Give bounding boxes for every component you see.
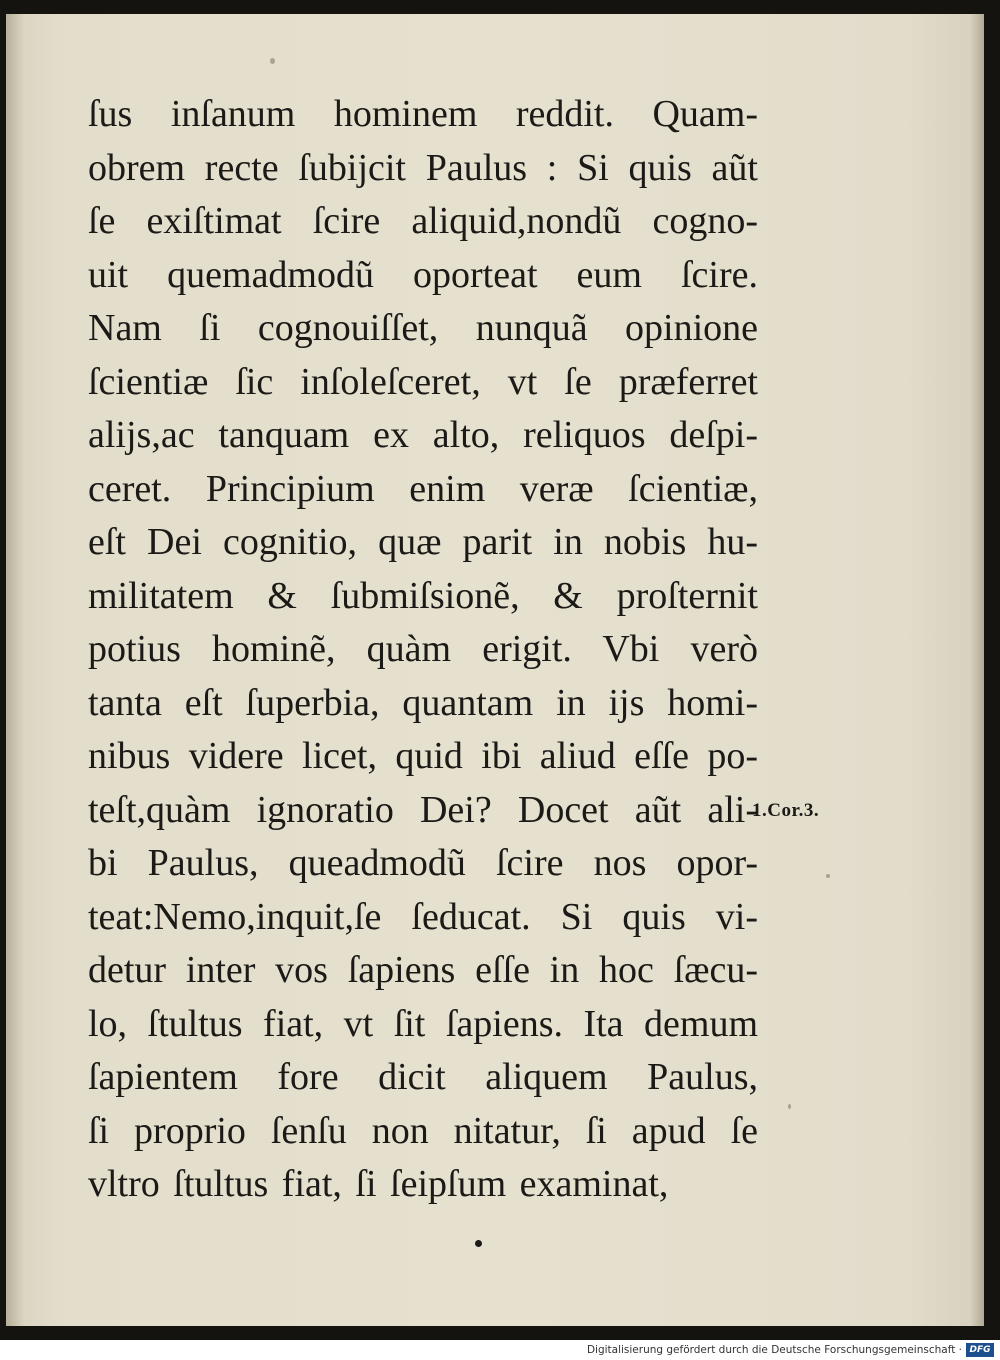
dfg-logo-icon: DFG xyxy=(966,1343,994,1357)
text-line: Nam ſi cognouiſſet, nunquã opinione xyxy=(88,307,758,349)
page-shadow-right xyxy=(970,14,984,1326)
text-line: ſapientem fore dicit aliquem Paulus, xyxy=(88,1056,758,1098)
text-line: ceret. Principium enim veræ ſcientiæ, xyxy=(88,467,758,510)
signature-dot xyxy=(475,1240,482,1247)
text-line: ſus inſanum hominem reddit. Quam- xyxy=(88,93,758,135)
text-line: potius hominẽ, quàm erigit. Vbi verò xyxy=(88,628,758,670)
text-line: uit quemadmodũ oporteat eum ſcire. xyxy=(88,253,758,296)
marginal-note: 1.Cor.3. xyxy=(752,800,820,821)
text-line: eſt Dei cognitio, quæ parit in nobis hu- xyxy=(88,521,758,563)
paper-speck xyxy=(826,874,830,878)
text-line: detur inter vos ſapiens eſſe in hoc ſæcu- xyxy=(88,949,758,991)
paper-speck xyxy=(270,58,275,64)
text-line: ſi proprio ſenſu non nitatur, ſi apud ſe xyxy=(88,1109,758,1152)
text-line: vltro ſtultus fiat, ſi ſeipſum examinat, xyxy=(88,1163,669,1205)
text-line: teſt,quàm ignoratio Dei? Docet aũt ali- xyxy=(88,788,758,831)
text-line: alijs,ac tanquam ex alto, reliquos deſpi- xyxy=(88,414,758,456)
text-line: obrem recte ſubijcit Paulus : Si quis aũt xyxy=(88,146,758,189)
digitization-credit: Digitalisierung gefördert durch die Deutsche Forschungsgemeinschaft · xyxy=(586,1344,962,1356)
text-line: teat:Nemo,inquit,ſe ſeducat. Si quis vi- xyxy=(88,895,758,938)
text-line: lo, ſtultus fiat, vt ſit ſapiens. Ita demum xyxy=(88,1002,758,1045)
text-line: nibus videre licet, quid ibi aliud eſſe po- xyxy=(88,735,758,777)
text-line: tanta eſt ſuperbia, quantam in ijs homi- xyxy=(88,681,758,724)
text-line: ſe exiſtimat ſcire aliquid,nondũ cogno- xyxy=(88,200,758,242)
digitization-footer xyxy=(0,1340,1000,1360)
page-text-block xyxy=(88,88,758,1212)
text-line: ſcientiæ ſic inſoleſceret, vt ſe præferret xyxy=(88,360,758,403)
text-line: militatem & ſubmiſsionẽ, & proſternit xyxy=(88,574,758,617)
text-line: bi Paulus, queadmodũ ſcire nos opor- xyxy=(88,842,758,884)
paper-speck xyxy=(788,1104,791,1109)
page-shadow-left xyxy=(6,14,24,1326)
